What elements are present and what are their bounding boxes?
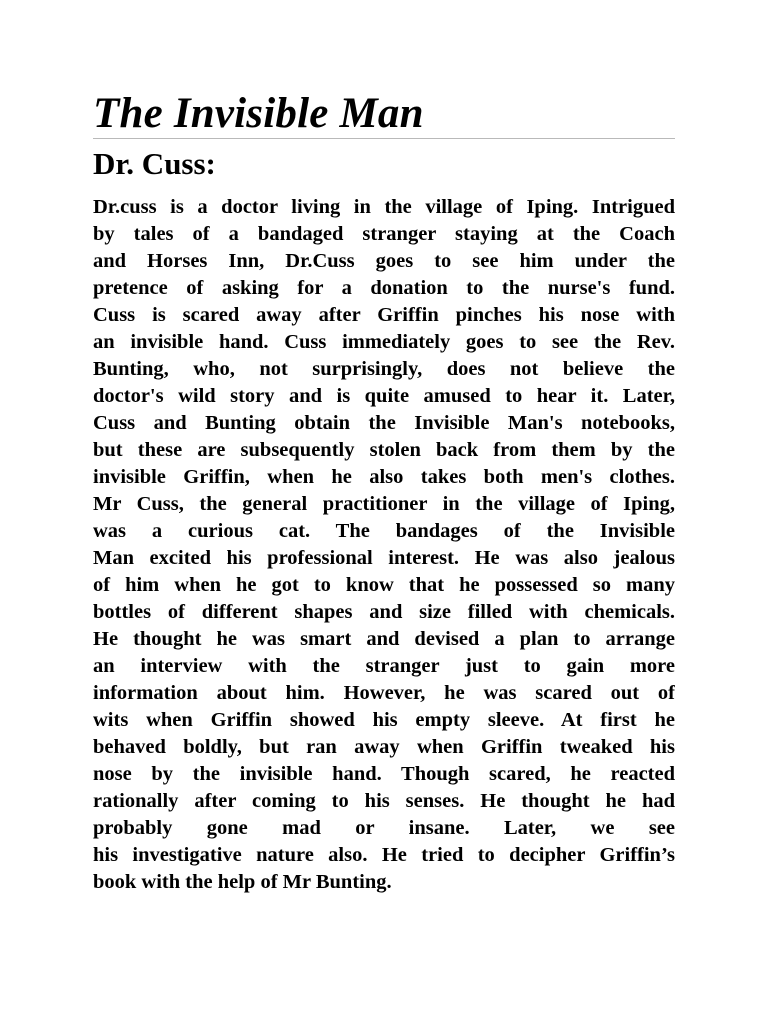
paragraph-line: an invisible hand. Cuss immediately goes to see the Rev. (93, 331, 675, 353)
paragraph-line: Bunting, who, not surprisingly, does not believe the (93, 358, 675, 380)
paragraph-line: behaved boldly, but ran away when Griffin tweaked his (93, 736, 675, 758)
paragraph-line: nose by the invisible hand. Though scared, he reacted (93, 763, 675, 785)
title-divider (93, 138, 675, 139)
paragraph-line: his investigative nature also. He tried to decipher Griffin’s (93, 844, 675, 866)
paragraph-line: by tales of a bandaged stranger staying at the Coach (93, 223, 675, 245)
body-paragraph (93, 194, 675, 896)
paragraph-line: Dr.cuss is a doctor living in the village of Iping. Intrigued (93, 196, 675, 218)
paragraph-line: but these are subsequently stolen back from them by the (93, 439, 675, 461)
paragraph-line: probably gone mad or insane. Later, we see (93, 817, 675, 839)
paragraph-line: of him when he got to know that he possessed so many (93, 574, 675, 596)
paragraph-line: invisible Griffin, when he also takes both men's clothes. (93, 466, 675, 488)
paragraph-line: rationally after coming to his senses. He thought he had (93, 790, 675, 812)
paragraph-line: Man excited his professional interest. He was also jealous (93, 547, 675, 569)
paragraph-line: book with the help of Mr Bunting. (93, 871, 392, 893)
paragraph-line: Mr Cuss, the general practitioner in the village of Iping, (93, 493, 675, 515)
paragraph-line: He thought he was smart and devised a plan to arrange (93, 628, 675, 650)
paragraph-line: information about him. However, he was scared out of (93, 682, 675, 704)
paragraph-line: and Horses Inn, Dr.Cuss goes to see him under the (93, 250, 675, 272)
paragraph-line: Cuss is scared away after Griffin pinches his nose with (93, 304, 675, 326)
paragraph-line: wits when Griffin showed his empty sleeve. At first he (93, 709, 675, 731)
paragraph-line: an interview with the stranger just to gain more (93, 655, 675, 677)
paragraph-line: pretence of asking for a donation to the nurse's fund. (93, 277, 675, 299)
paragraph-line: was a curious cat. The bandages of the Invisible (93, 520, 675, 542)
paragraph-line: doctor's wild story and is quite amused to hear it. Later, (93, 385, 675, 407)
document-title: The Invisible Man (93, 90, 424, 137)
paragraph-line: bottles of different shapes and size filled with chemicals. (93, 601, 675, 623)
paragraph-line: Cuss and Bunting obtain the Invisible Man's notebooks, (93, 412, 675, 434)
section-heading: Dr. Cuss: (93, 146, 216, 181)
